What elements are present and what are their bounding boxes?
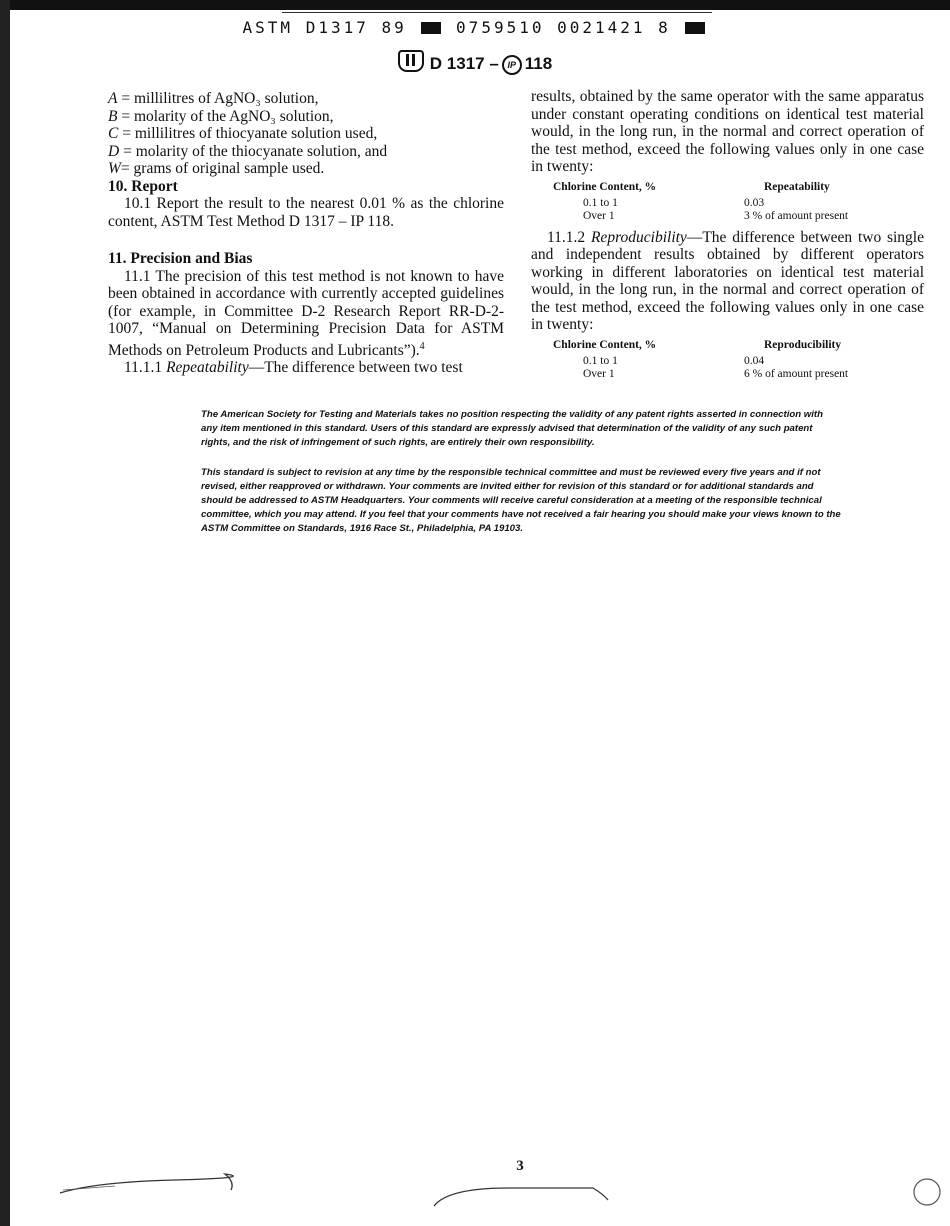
table-row: Over 1 6 % of amount present [583,367,849,380]
stamp-mid: 0759510 0021421 8 [456,18,671,37]
designation-prefix: D 1317 – [429,54,499,73]
section-11-1-1: 11.1.1 Repeatability—The difference between two test [124,359,463,377]
section-11-1-2: 11.1.2 Reproducibility—The difference between two single and independent results obtained by different operators working in different laboratories on identical test material would, in the long run, in the normal and correct operation of the test method, exceed the following values only in one case in twenty: [531,228,924,333]
section-10-heading: 10. Report [108,177,178,195]
left-column [108,90,504,377]
header-rule [282,12,712,13]
definition-c: C = millilitres of thiocyanate solution used, [108,125,378,142]
definition-w: W= grams of original sample used. [108,160,325,177]
section-11-1: 11.1 The precision of this test method is not known to have been obtained in accordance with currently accepted guidelines (for example, in Committee D-2 Research Report RR-D-2-1007, “Manual on Determining Precision Data for ASTM Methods on Petroleum Products and Lubricants”).$^4$ [108,267,504,359]
astm-logo-icon [398,50,424,72]
table-header: Chlorine Content, % Reproducibility [553,338,842,351]
scan-mark-left [55,1168,245,1198]
repeatability-text: results, obtained by the same operator with the same apparatus under constant operating conditions on identical test material would, in the long run, in the normal and correct operation of the test method, exceed the following values only in one case in twenty: [531,88,924,175]
revision-notice: This standard is subject to revision at any time by the responsible technical committee and must be reviewed every five years and if not revised, either reapproved or withdrawn. Your comments are invited either for revision of this standard or for additional standards and should be addressed to ASTM Headquarters. Your comments will receive careful consideration at a meeting of the responsible technical committee, which you may attend. If you feel that your comments have not received a fair hearing you should make your views known to the ASTM Committee on Standards, 1916 Race St., Philadelphia, PA 19103. [201,467,841,534]
definition-d: D = molarity of the thiocyanate solution, and [108,142,388,160]
definition-a: A = millilitres of AgNO₃ solution, [108,90,319,107]
designation [0,50,950,75]
definition-b: B = molarity of the AgNO₃ solution, [108,107,334,125]
document-stamp [0,18,950,37]
table-row: 0.1 to 1 0.04 [583,354,765,367]
scan-mark-center [428,1180,618,1210]
scan-mark-circle [910,1175,944,1209]
reproducibility-table [531,339,924,381]
section-11-heading: 11. Precision and Bias [108,250,253,267]
scan-top-border [0,0,950,10]
page-number: 3 [516,1158,524,1174]
patent-notice: The American Society for Testing and Materials takes no position respecting the validity of any patent rights asserted in connection with any item mentioned in this standard. Users of this standard are expressly advised that determination of the validity of any such patent rights, and the risk of infringement of such rights, are entirely their own responsibility. [201,409,823,448]
table-header: Chlorine Content, % Repeatability [553,180,830,193]
scan-left-border [0,0,10,1226]
right-column [531,88,924,387]
repeatability-table [531,181,924,223]
stamp-block-end [685,22,705,34]
table-row: Over 1 3 % of amount present [583,209,849,222]
section-10-1: 10.1 Report the result to the nearest 0.01 % as the chlorine content, ASTM Test Method D 1317 – IP 118. [108,195,504,230]
table-row: 0.1 to 1 0.03 [583,196,765,209]
designation-number: 118 [524,54,553,73]
footnote-ref: 4 [419,340,425,352]
ip-logo-icon: IP [502,55,522,75]
stamp-left: ASTM D1317 89 [242,18,407,37]
stamp-block [421,22,441,34]
variable-definitions [108,90,504,178]
